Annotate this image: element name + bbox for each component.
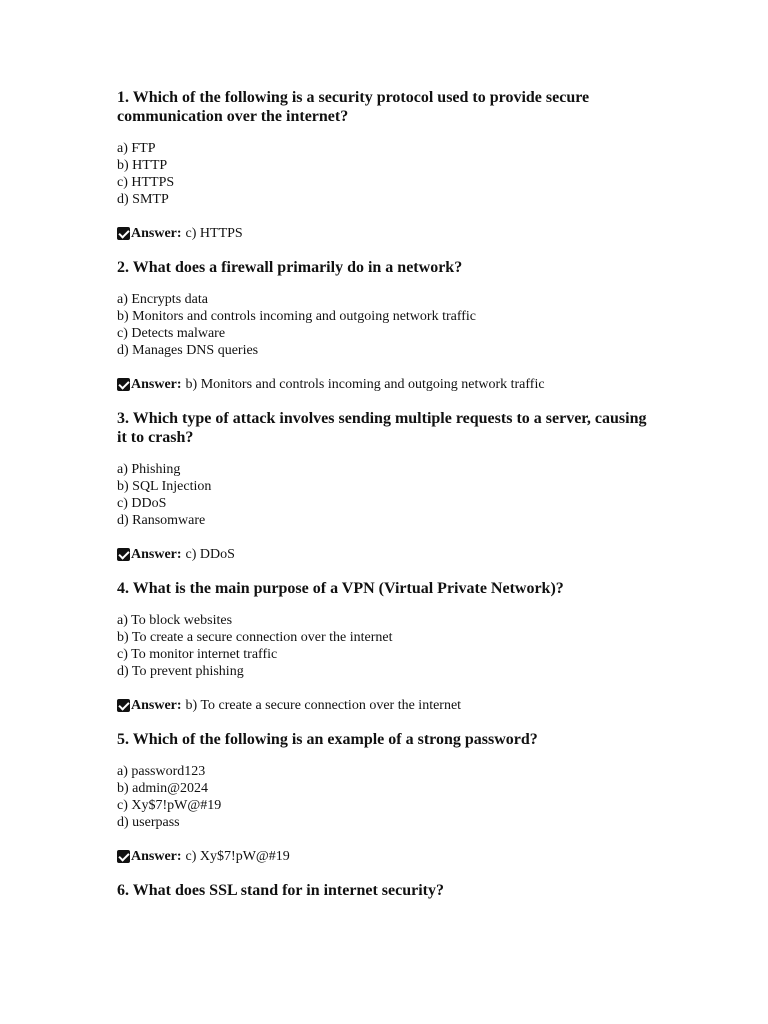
question-block-1	[117, 88, 657, 242]
check-box-icon	[117, 850, 130, 863]
option-d: d) To prevent phishing	[117, 664, 244, 679]
option-c: c) Detects malware	[117, 326, 226, 341]
option-a: a) Encrypts data	[117, 292, 208, 307]
options-list	[117, 461, 657, 529]
answer-text: c) Xy$7!pW@#19	[185, 849, 290, 864]
option-c: c) HTTPS	[117, 175, 175, 190]
answer-line	[117, 546, 657, 563]
answer-label: Answer:	[131, 226, 182, 241]
answer-text: c) HTTPS	[185, 226, 243, 241]
option-a: a) Phishing	[117, 462, 181, 477]
option-b: b) SQL Injection	[117, 479, 212, 494]
answer-text: c) DDoS	[185, 547, 235, 562]
options-list	[117, 612, 657, 680]
question-text: 2. What does a firewall primarily do in a network?	[117, 259, 463, 276]
check-box-icon	[117, 378, 130, 391]
answer-label: Answer:	[131, 698, 182, 713]
option-b: b) HTTP	[117, 158, 168, 173]
question-text: 6. What does SSL stand for in internet security?	[117, 882, 444, 899]
check-box-icon	[117, 699, 130, 712]
question-block-2	[117, 258, 657, 393]
question-text: 4. What is the main purpose of a VPN (Virtual Private Network)?	[117, 580, 564, 597]
option-a: a) FTP	[117, 141, 156, 156]
option-b: b) Monitors and controls incoming and outgoing network traffic	[117, 309, 477, 324]
option-c: c) DDoS	[117, 496, 167, 511]
question-block-3	[117, 409, 657, 563]
answer-line	[117, 376, 657, 393]
options-list	[117, 291, 657, 359]
question-text: 1. Which of the following is a security protocol used to provide secure communication over the internet?	[117, 89, 590, 125]
option-b: b) admin@2024	[117, 781, 209, 796]
option-c: c) To monitor internet traffic	[117, 647, 278, 662]
quiz-content	[117, 88, 657, 916]
question-text: 3. Which type of attack involves sending multiple requests to a server, causing it to crash?	[117, 410, 647, 446]
answer-line	[117, 225, 657, 242]
option-c: c) Xy$7!pW@#19	[117, 798, 222, 813]
check-box-icon	[117, 548, 130, 561]
answer-label: Answer:	[131, 377, 182, 392]
option-d: d) Ransomware	[117, 513, 206, 528]
check-box-icon	[117, 227, 130, 240]
options-list	[117, 763, 657, 831]
option-b: b) To create a secure connection over the internet	[117, 630, 393, 645]
options-list	[117, 140, 657, 208]
answer-line	[117, 848, 657, 865]
option-d: d) userpass	[117, 815, 180, 830]
option-d: d) Manages DNS queries	[117, 343, 259, 358]
answer-line	[117, 697, 657, 714]
answer-text: b) Monitors and controls incoming and outgoing network traffic	[185, 377, 545, 392]
answer-label: Answer:	[131, 849, 182, 864]
question-block-6	[117, 881, 657, 900]
question-block-4	[117, 579, 657, 714]
question-block-5	[117, 730, 657, 865]
option-d: d) SMTP	[117, 192, 169, 207]
answer-text: b) To create a secure connection over the internet	[185, 698, 462, 713]
question-text: 5. Which of the following is an example of a strong password?	[117, 731, 538, 748]
option-a: a) To block websites	[117, 613, 233, 628]
option-a: a) password123	[117, 764, 206, 779]
answer-label: Answer:	[131, 547, 182, 562]
